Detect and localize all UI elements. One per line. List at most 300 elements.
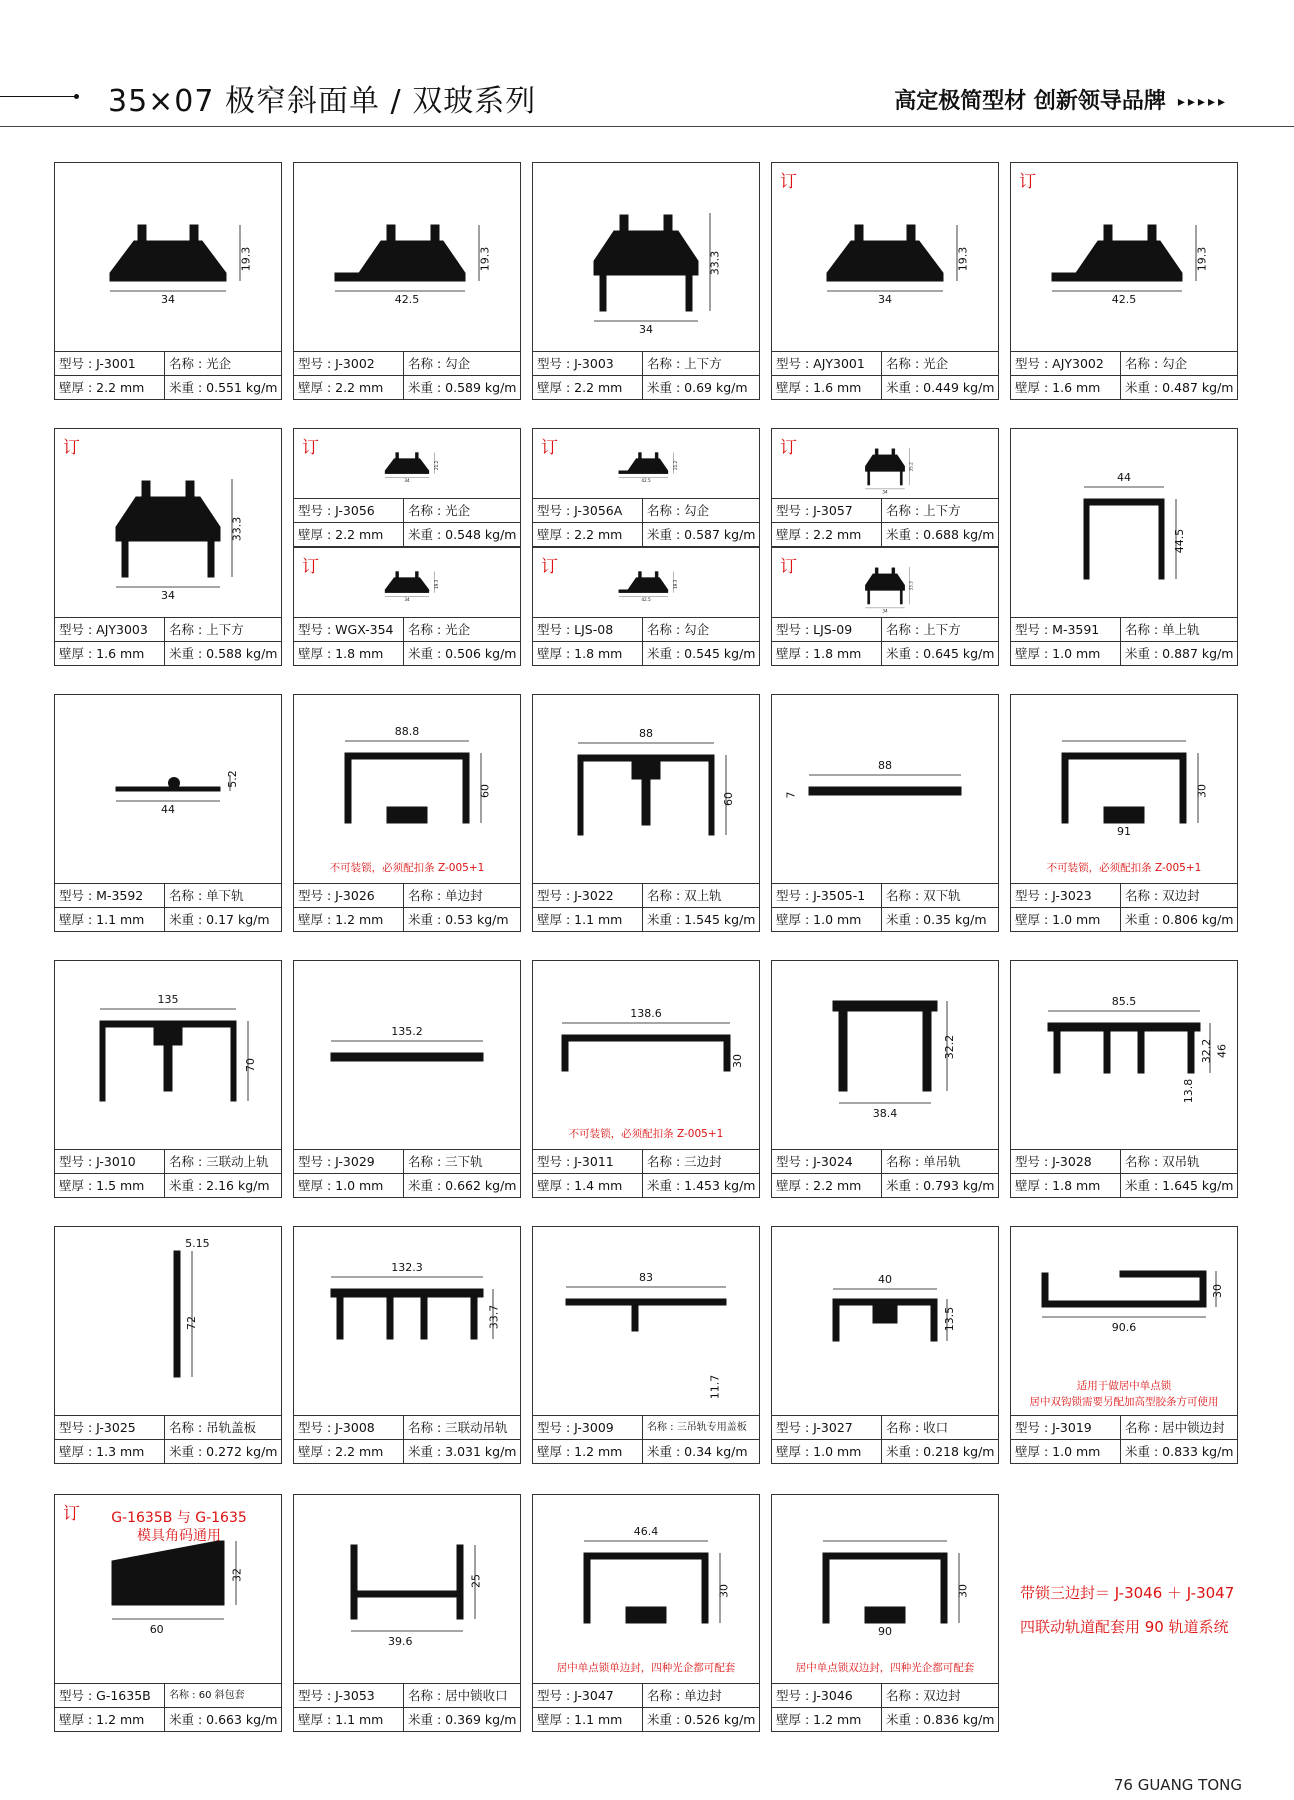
order-mark: 订: [1019, 172, 1036, 192]
spec-model: 型号 : J-3056: [294, 499, 404, 522]
dimension-label: 30: [1211, 1284, 1225, 1298]
spec-row-weight: [55, 1173, 281, 1197]
spec-row-model: [294, 618, 520, 641]
profile-svg: [533, 1227, 759, 1417]
dimension-label: 135: [157, 993, 179, 1006]
profile-svg: [294, 695, 520, 885]
dimension-label: 70: [243, 1058, 257, 1072]
profile-drawing: [772, 429, 998, 501]
dimension-label: 60: [149, 1623, 164, 1636]
dimension-label: 72: [185, 1316, 199, 1330]
spec-wall: 壁厚 : 1.6 mm: [1011, 376, 1121, 399]
spec-row-model: [533, 1150, 759, 1173]
spec-weight: 米重 : 0.887 kg/m: [1125, 646, 1234, 661]
profile-svg: [772, 163, 998, 353]
spec-row-model: [533, 884, 759, 907]
page-title: 35×07 极窄斜面单 / 双玻系列: [108, 84, 537, 119]
page-footer: 76 GUANG TONG: [1113, 1776, 1242, 1794]
spec-model: 型号 : M-3591: [1011, 618, 1121, 641]
spec-table: [533, 883, 759, 931]
spec-weight: 米重 : 1.453 kg/m: [647, 1178, 756, 1193]
spec-row-model: [533, 618, 759, 641]
spec-row-model: [55, 618, 281, 641]
spec-table: [294, 498, 520, 546]
product-card: [54, 162, 282, 400]
spec-name: 名称 : 勾企: [647, 503, 710, 518]
dimension-label: 30: [730, 1054, 744, 1068]
spec-row-model: [533, 1684, 759, 1707]
spec-wall: 壁厚 : 2.2 mm: [294, 1440, 404, 1463]
profile-svg: [55, 1227, 281, 1417]
dimension-label: 19.3: [433, 579, 439, 590]
spec-wall: 壁厚 : 2.2 mm: [533, 376, 643, 399]
dimension-label: 13.8: [1181, 1078, 1195, 1104]
dimension-label: 33.3: [908, 581, 914, 591]
product-card: [293, 1226, 521, 1464]
spec-model: 型号 : J-3019: [1011, 1416, 1121, 1439]
spec-wall: 壁厚 : 2.2 mm: [772, 1174, 882, 1197]
spec-table: [294, 1683, 520, 1731]
product-card: [532, 162, 760, 400]
spec-weight: 米重 : 0.449 kg/m: [886, 380, 995, 395]
spec-model: 型号 : J-3057: [772, 499, 882, 522]
spec-table: [55, 1683, 281, 1731]
spec-model: 型号 : J-3505-1: [772, 884, 882, 907]
usage-note: 居中单点锁双边封，四种光企都可配套: [795, 1662, 975, 1674]
spec-model: 型号 : LJS-09: [772, 618, 882, 641]
dimension-label: 5.2: [225, 770, 239, 788]
dimension-label: 21.2: [433, 460, 439, 471]
profile-svg: [55, 163, 281, 353]
spec-weight: 米重 : 0.688 kg/m: [886, 527, 995, 542]
profile-svg: [294, 548, 520, 620]
dimension-label: 19.3: [478, 246, 492, 272]
dimension-label: 34: [882, 489, 888, 495]
spec-row-weight: [55, 907, 281, 931]
product-card: [1010, 694, 1238, 932]
spec-wall: 壁厚 : 1.5 mm: [55, 1174, 165, 1197]
spec-row-model: [1011, 352, 1237, 375]
dimension-label: 42.5: [394, 293, 420, 306]
order-mark: 订: [541, 557, 558, 577]
product-card: [532, 960, 760, 1198]
spec-row-model: [772, 1684, 998, 1707]
spec-row-weight: [772, 907, 998, 931]
product-card: [532, 1494, 760, 1732]
spec-row-weight: [1011, 641, 1237, 665]
spec-name: 名称 : 单边封: [647, 1688, 722, 1703]
spec-model: 型号 : M-3592: [55, 884, 165, 907]
spec-name: 名称 : 双上轨: [647, 888, 722, 903]
spec-weight: 米重 : 0.272 kg/m: [169, 1444, 278, 1459]
dimension-label: 46: [1215, 1044, 1229, 1058]
spec-row-weight: [294, 375, 520, 399]
profile-drawing: [294, 1227, 520, 1417]
spec-weight: 米重 : 0.806 kg/m: [1125, 912, 1234, 927]
profile-svg: [772, 695, 998, 885]
spec-weight: 米重 : 0.53 kg/m: [408, 912, 509, 927]
spec-wall: 壁厚 : 1.1 mm: [55, 908, 165, 931]
spec-row-weight: [55, 641, 281, 665]
dimension-label: 30: [956, 1584, 970, 1598]
spec-name: 名称 : 居中锁收口: [408, 1688, 508, 1703]
dimension-label: 88: [639, 727, 653, 740]
spec-table: [533, 617, 759, 665]
spec-row-model: [1011, 884, 1237, 907]
product-card: [293, 960, 521, 1198]
spec-row-model: [294, 1416, 520, 1439]
profile-svg: [772, 1227, 998, 1417]
product-card: [771, 960, 999, 1198]
profile-drawing: [1011, 695, 1237, 885]
spec-table: [533, 498, 759, 546]
spec-wall: 壁厚 : 1.3 mm: [55, 1440, 165, 1463]
spec-table: [1011, 1415, 1237, 1463]
profile-svg: [533, 163, 759, 353]
special-note-line1: 带锁三边封＝ J-3046 ＋ J-3047: [1020, 1584, 1235, 1602]
spec-row-weight: [1011, 907, 1237, 931]
spec-wall: 壁厚 : 1.6 mm: [772, 376, 882, 399]
order-mark: 订: [780, 172, 797, 192]
header-line: [0, 96, 76, 97]
product-card: [771, 1226, 999, 1464]
spec-weight: 米重 : 0.587 kg/m: [647, 527, 756, 542]
dimension-label: 42.5: [641, 597, 651, 603]
profile-drawing: [772, 548, 998, 620]
spec-row-weight: [294, 522, 520, 546]
spec-wall: 壁厚 : 1.8 mm: [772, 642, 882, 665]
spec-model: 型号 : J-3011: [533, 1150, 643, 1173]
arrows-icon: ▸▸▸▸▸: [1177, 94, 1228, 110]
spec-table: [55, 1415, 281, 1463]
spec-wall: 壁厚 : 1.0 mm: [1011, 642, 1121, 665]
spec-model: 型号 : J-3024: [772, 1150, 882, 1173]
profile-drawing: [55, 429, 281, 619]
spec-weight: 米重 : 0.35 kg/m: [886, 912, 987, 927]
spec-row-weight: [1011, 375, 1237, 399]
spec-model: 型号 : AJY3001: [772, 352, 882, 375]
spec-wall: 壁厚 : 1.0 mm: [294, 1174, 404, 1197]
spec-row-weight: [772, 522, 998, 546]
spec-name: 名称 : 单边封: [408, 888, 483, 903]
spec-model: 型号 : J-3002: [294, 352, 404, 375]
spec-row-model: [55, 1150, 281, 1173]
dimension-label: 34: [161, 589, 175, 602]
dimension-label: 42.5: [1111, 293, 1137, 306]
spec-model: 型号 : AJY3002: [1011, 352, 1121, 375]
spec-row-weight: [772, 375, 998, 399]
dimension-label: 25: [469, 1574, 483, 1588]
dimension-label: 46.4: [633, 1525, 659, 1538]
product-card-small: [771, 428, 999, 547]
spec-table: [294, 1415, 520, 1463]
spec-wall: 壁厚 : 1.0 mm: [1011, 1440, 1121, 1463]
spec-name: 名称 : 双吊轨: [1125, 1154, 1200, 1169]
header-rule: [0, 126, 1294, 127]
profile-svg: [533, 695, 759, 885]
special-note-line2: 四联动轨道配套用 90 轨道系统: [1020, 1618, 1229, 1636]
dimension-label: 34: [404, 597, 410, 603]
spec-weight: 米重 : 0.218 kg/m: [886, 1444, 995, 1459]
profile-svg: [772, 429, 998, 501]
spec-weight: 米重 : 0.369 kg/m: [408, 1712, 517, 1727]
dimension-label: 19.3: [672, 579, 678, 590]
spec-name: 名称 : 三吊轨专用盖板: [647, 1422, 747, 1433]
dimension-label: 85.5: [1111, 995, 1137, 1008]
spec-wall: 壁厚 : 1.1 mm: [294, 1708, 404, 1731]
profile-svg: [533, 961, 759, 1151]
spec-model: 型号 : J-3056A: [533, 499, 643, 522]
product-card: [54, 960, 282, 1198]
spec-table: [1011, 883, 1237, 931]
profile-svg: [1011, 163, 1237, 353]
profile-drawing: [772, 1495, 998, 1685]
product-card: [54, 694, 282, 932]
dimension-label: 19.3: [956, 246, 970, 272]
spec-weight: 米重 : 0.836 kg/m: [886, 1712, 995, 1727]
spec-model: 型号 : J-3023: [1011, 884, 1121, 907]
spec-weight: 米重 : 0.589 kg/m: [408, 380, 517, 395]
dimension-label: 44: [161, 803, 175, 816]
spec-name: 名称 : 三联动上轨: [169, 1154, 269, 1169]
profile-drawing: [294, 163, 520, 353]
spec-row-model: [772, 499, 998, 522]
spec-model: 型号 : AJY3003: [55, 618, 165, 641]
dimension-label: 33.3: [230, 516, 244, 542]
dimension-label: 34: [404, 478, 410, 484]
spec-row-weight: [1011, 1439, 1237, 1463]
spec-weight: 米重 : 0.548 kg/m: [408, 527, 517, 542]
product-card: [54, 428, 282, 666]
dimension-label: 88: [878, 759, 892, 772]
spec-wall: 壁厚 : 1.0 mm: [772, 908, 882, 931]
profile-drawing: [533, 429, 759, 501]
spec-model: 型号 : G-1635B: [55, 1684, 165, 1707]
dimension-label: 44.5: [1172, 528, 1186, 554]
profile-drawing: [772, 961, 998, 1151]
product-card: [771, 1494, 999, 1732]
product-card: [771, 162, 999, 400]
spec-row-weight: [55, 1439, 281, 1463]
spec-row-weight: [772, 1439, 998, 1463]
dimension-label: 90: [878, 1625, 892, 1638]
profile-drawing: [533, 961, 759, 1151]
spec-name: 名称 : 三下轨: [408, 1154, 483, 1169]
spec-name: 名称 : 上下方: [886, 622, 961, 637]
spec-row-model: [294, 884, 520, 907]
spec-weight: 米重 : 0.545 kg/m: [647, 646, 756, 661]
spec-row-model: [533, 352, 759, 375]
profile-svg: [55, 429, 281, 619]
profile-drawing: [533, 163, 759, 353]
dimension-label: 5.15: [185, 1237, 210, 1250]
dimension-label: 44: [1117, 471, 1131, 484]
spec-row-weight: [533, 1707, 759, 1731]
spec-name: 名称 : 光企: [169, 356, 232, 371]
profile-drawing: [55, 1227, 281, 1417]
spec-weight: 米重 : 0.833 kg/m: [1125, 1444, 1234, 1459]
profile-drawing: [55, 163, 281, 353]
spec-name: 名称 : 上下方: [169, 622, 244, 637]
spec-table: [533, 1149, 759, 1197]
product-card: [293, 694, 521, 932]
spec-row-model: [1011, 618, 1237, 641]
spec-weight: 米重 : 0.526 kg/m: [647, 1712, 756, 1727]
profile-drawing: [1011, 163, 1237, 353]
profile-drawing: [55, 695, 281, 885]
spec-row-weight: [533, 1439, 759, 1463]
product-card: [532, 1226, 760, 1464]
product-card: [293, 162, 521, 400]
spec-row-model: [294, 1150, 520, 1173]
spec-wall: 壁厚 : 2.2 mm: [772, 523, 882, 546]
spec-name: 名称 : 居中锁边封: [1125, 1420, 1225, 1435]
order-mark: 订: [780, 557, 797, 577]
spec-wall: 壁厚 : 1.8 mm: [294, 642, 404, 665]
profile-drawing: [772, 1227, 998, 1417]
profile-drawing: [533, 548, 759, 620]
spec-table: [294, 883, 520, 931]
usage-note: 适用于做居中单点锁: [1076, 1380, 1172, 1392]
spec-weight: 米重 : 2.16 kg/m: [169, 1178, 270, 1193]
profile-svg: [55, 961, 281, 1151]
spec-table: [772, 883, 998, 931]
spec-row-model: [55, 1684, 281, 1707]
spec-model: 型号 : J-3046: [772, 1684, 882, 1707]
spec-row-model: [294, 499, 520, 522]
spec-model: 型号 : J-3026: [294, 884, 404, 907]
spec-weight: 米重 : 0.34 kg/m: [647, 1444, 748, 1459]
spec-table: [55, 883, 281, 931]
dimension-label: 30: [717, 1584, 731, 1598]
dimension-label: 34: [639, 323, 653, 336]
product-card: [771, 694, 999, 932]
product-card: [1010, 428, 1238, 666]
spec-name: 名称 : 双边封: [886, 1688, 961, 1703]
spec-wall: 壁厚 : 1.2 mm: [533, 1440, 643, 1463]
spec-name: 名称 : 单吊轨: [886, 1154, 961, 1169]
spec-model: 型号 : LJS-08: [533, 618, 643, 641]
spec-name: 名称 : 三边封: [647, 1154, 722, 1169]
profile-drawing: [533, 1495, 759, 1685]
dimension-label: 34: [882, 608, 888, 614]
spec-name: 名称 : 单上轨: [1125, 622, 1200, 637]
profile-drawing: [294, 548, 520, 620]
usage-note-line2: 居中双钩锁需要另配加高型胶条方可使用: [1029, 1396, 1219, 1408]
special-note: [1012, 1494, 1250, 1732]
spec-table: [294, 617, 520, 665]
spec-row-model: [772, 884, 998, 907]
product-card: [1010, 162, 1238, 400]
spec-row-model: [55, 1416, 281, 1439]
profile-svg: [1011, 695, 1237, 885]
spec-row-weight: [294, 1439, 520, 1463]
spec-model: 型号 : J-3047: [533, 1684, 643, 1707]
profile-svg: [294, 163, 520, 353]
spec-row-model: [772, 1416, 998, 1439]
spec-model: 型号 : J-3010: [55, 1150, 165, 1173]
spec-table: [55, 617, 281, 665]
spec-weight: 米重 : 0.17 kg/m: [169, 912, 270, 927]
spec-wall: 壁厚 : 1.8 mm: [533, 642, 643, 665]
product-card: [293, 1494, 521, 1732]
spec-model: 型号 : J-3027: [772, 1416, 882, 1439]
spec-name: 名称 : 勾企: [647, 622, 710, 637]
profile-svg: [533, 429, 759, 501]
spec-weight: 米重 : 0.662 kg/m: [408, 1178, 517, 1193]
profile-drawing: [294, 429, 520, 501]
spec-table: [55, 351, 281, 399]
usage-note: 居中单点锁单边封，四种光企都可配套: [556, 1662, 736, 1674]
spec-wall: 壁厚 : 1.2 mm: [294, 908, 404, 931]
product-card-small: [532, 428, 760, 547]
dimension-label: 138.6: [630, 1007, 662, 1020]
profile-drawing: [772, 163, 998, 353]
profile-drawing: [294, 1495, 520, 1685]
dimension-label: 39.6: [387, 1635, 413, 1648]
dimension-label: 83: [639, 1271, 653, 1284]
profile-svg: [294, 1227, 520, 1417]
spec-model: 型号 : J-3001: [55, 352, 165, 375]
dimension-label: 19.3: [1195, 246, 1209, 272]
product-card: [532, 694, 760, 932]
spec-weight: 米重 : 0.588 kg/m: [169, 646, 278, 661]
spec-weight: 米重 : 1.645 kg/m: [1125, 1178, 1234, 1193]
profile-svg: [1011, 429, 1237, 619]
spec-row-model: [772, 352, 998, 375]
spec-wall: 壁厚 : 1.6 mm: [55, 642, 165, 665]
spec-row-weight: [55, 375, 281, 399]
spec-name: 名称 : 60 斜包套: [169, 1690, 245, 1701]
spec-wall: 壁厚 : 1.2 mm: [772, 1708, 882, 1731]
profile-svg: [55, 695, 281, 885]
spec-wall: 壁厚 : 1.1 mm: [533, 908, 643, 931]
spec-table: [772, 1683, 998, 1731]
product-card-small: [293, 547, 521, 666]
dimension-label: 11.7: [708, 1374, 722, 1400]
profile-svg: [772, 548, 998, 620]
spec-weight: 米重 : 0.663 kg/m: [169, 1712, 278, 1727]
spec-weight: 米重 : 0.506 kg/m: [408, 646, 517, 661]
dimension-label: 35.2: [908, 462, 914, 472]
spec-wall: 壁厚 : 1.0 mm: [1011, 908, 1121, 931]
spec-table: [1011, 351, 1237, 399]
dimension-label: 34: [878, 293, 892, 306]
spec-name: 名称 : 收口: [886, 1420, 949, 1435]
spec-weight: 米重 : 3.031 kg/m: [408, 1444, 517, 1459]
product-card-small: [771, 547, 999, 666]
dimension-label: 21.2: [672, 460, 678, 471]
spec-model: 型号 : J-3028: [1011, 1150, 1121, 1173]
spec-name: 名称 : 吊轨盖板: [169, 1420, 257, 1435]
spec-model: 型号 : J-3053: [294, 1684, 404, 1707]
slogan-text: 高定极简型材 创新领导品牌: [894, 89, 1166, 114]
profile-drawing: [1011, 961, 1237, 1151]
spec-row-model: [1011, 1416, 1237, 1439]
spec-name: 名称 : 光企: [408, 503, 471, 518]
product-card: [1010, 960, 1238, 1198]
dimension-label: 88.8: [394, 725, 420, 738]
spec-row-model: [55, 352, 281, 375]
dimension-label: 33.7: [487, 1304, 501, 1330]
spec-row-model: [1011, 1150, 1237, 1173]
usage-note: 不可装锁，必须配扣条 Z-005+1: [1046, 862, 1202, 874]
order-mark: 订: [780, 438, 797, 458]
dimension-label: 32.2: [942, 1034, 956, 1060]
spec-name: 名称 : 上下方: [647, 356, 722, 371]
spec-row-weight: [772, 1707, 998, 1731]
spec-wall: 壁厚 : 1.8 mm: [1011, 1174, 1121, 1197]
